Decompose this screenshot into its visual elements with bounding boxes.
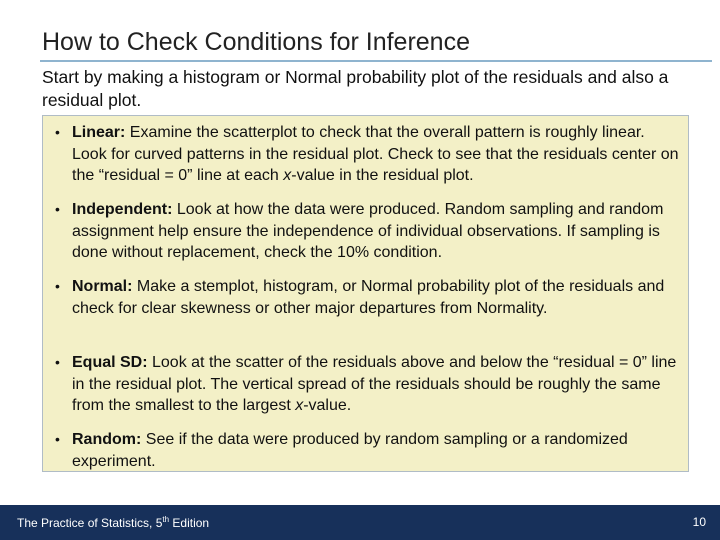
bullet-dot: • xyxy=(55,278,60,294)
slide-title: How to Check Conditions for Inference xyxy=(42,28,470,56)
bullet-random xyxy=(53,429,683,472)
bullet-variable: x xyxy=(283,167,292,184)
bullet-text: Look at the scatter of the residuals above and below the “residual = 0” line in the residual plot. The vertical spread of the residuals should be roughly the same from the smallest to the largest xyxy=(72,354,677,414)
bullet-dot: • xyxy=(55,201,60,217)
bullet-variable: x xyxy=(295,397,304,414)
footer-edition: Edition xyxy=(169,516,210,530)
footer-superscript: th xyxy=(162,515,170,524)
bullet-term: Equal SD: xyxy=(72,354,148,371)
footer-bar xyxy=(0,505,720,540)
bullet-text-end: -value in the residual plot. xyxy=(291,167,474,184)
bullet-text-end: -value. xyxy=(303,397,352,414)
bullet-term: Independent: xyxy=(72,201,173,218)
bullet-independent xyxy=(53,199,683,264)
bullet-term: Random: xyxy=(72,431,142,448)
bullet-term: Linear: xyxy=(72,124,126,141)
bullet-term: Normal: xyxy=(72,278,133,295)
page-number: 10 xyxy=(692,515,706,529)
title-divider xyxy=(40,60,712,62)
bullet-equal-sd xyxy=(53,352,683,417)
bullet-dot: • xyxy=(55,431,60,447)
bullet-dot: • xyxy=(55,354,60,370)
bullet-normal xyxy=(53,276,683,319)
bullet-text: Make a stemplot, histogram, or Normal probability plot of the residuals and check for clear skewness or other major departures from Normality. xyxy=(72,278,665,317)
bullet-linear xyxy=(53,122,683,187)
bullet-text: Examine the scatterplot to check that the overall pattern is roughly linear. Look for curved patterns in the residual plot. Check to see that the residuals center on the “residual = 0” line at each xyxy=(72,124,679,184)
bullet-text: Look at how the data were produced. Random sampling and random assignment help ensure the independence of individual observations. If sampling is done without replacement, check the 10% condition. xyxy=(72,201,664,261)
conditions-box xyxy=(42,115,689,472)
bullet-dot: • xyxy=(55,124,60,140)
footer-book-title xyxy=(17,515,209,530)
footer-book: The Practice of Statistics, 5 xyxy=(17,516,163,530)
intro-text: Start by making a histogram or Normal probability plot of the residuals and also a residual plot. xyxy=(42,67,669,110)
bullet-text: See if the data were produced by random sampling or a randomized experiment. xyxy=(72,431,628,470)
